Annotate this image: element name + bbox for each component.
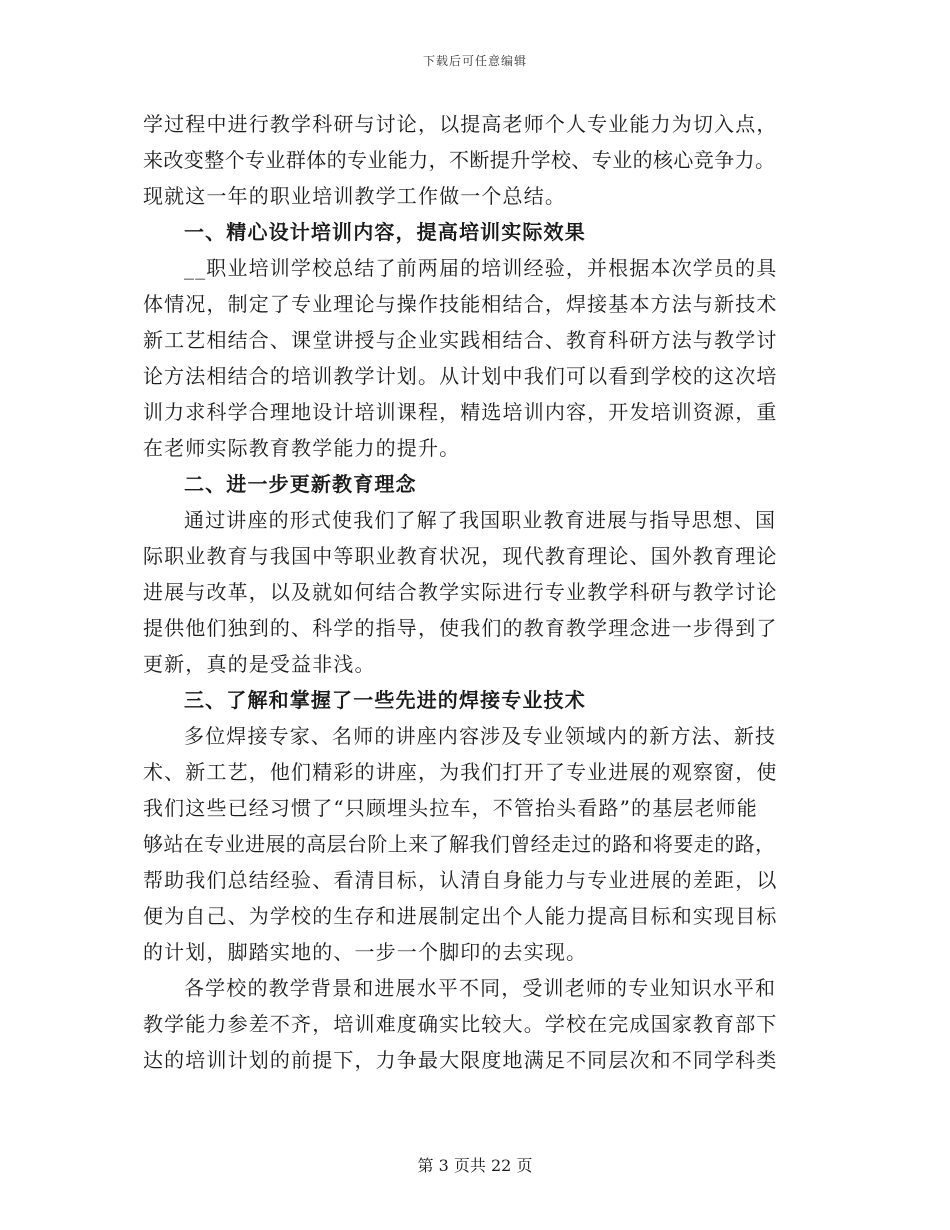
text-line: 更新，真的是受益非浅。 (143, 652, 376, 676)
page-header: 下载后可任意编辑 (422, 54, 527, 68)
text-line: 来改变整个专业群体的专业能力，不断提升学校、专业的核心竞争力。 (143, 148, 776, 172)
section-heading: 一、精心设计培训内容，提高培训实际效果 (184, 220, 586, 244)
text-line: 训力求科学合理地设计培训课程，精选培训内容，开发培训资源，重 (143, 400, 778, 424)
text-line: 现就这一年的职业培训教学工作做一个总结。 (143, 184, 566, 208)
text-line: 达的培训计划的前提下，力争最大限度地满足不同层次和不同学科类 (143, 1048, 778, 1072)
text-line: 我们这些已经习惯了“只顾埋头拉车，不管抬头看路”的基层老师能 (143, 796, 758, 820)
section-heading: 二、进一步更新教育理念 (184, 472, 417, 496)
text-line: 够站在专业进展的高层台阶上来了解我们曾经走过的路和将要走的路， (143, 832, 776, 856)
page-number-footer: 第 3 页共 22 页 (417, 1156, 533, 1175)
text-line: __职业培训学校总结了前两届的培训经验，并根据本次学员的具 (184, 256, 778, 280)
text-line: 便为自己、为学校的生存和进展制定出个人能力提高目标和实现目标 (143, 904, 778, 928)
text-line: 体情况，制定了专业理论与操作技能相结合，焊接基本方法与新技术 (143, 292, 778, 316)
text-line: 提供他们独到的、科学的指导，使我们的教育教学理念进一步得到了 (143, 616, 778, 640)
text-line: 新工艺相结合、课堂讲授与企业实践相结合、教育科研方法与教学讨 (143, 328, 778, 352)
text-line: 学过程中进行教学科研与讨论，以提高老师个人专业能力为切入点， (143, 112, 778, 136)
text-line: 进展与改革，以及就如何结合教学实际进行专业教学科研与教学讨论 (143, 580, 778, 604)
text-line: 的计划，脚踏实地的、一步一个脚印的去实现。 (143, 940, 588, 964)
text-line: 多位焊接专家、名师的讲座内容涉及专业领域内的新方法、新技 (184, 724, 777, 748)
text-line: 通过讲座的形式使我们了解了我国职业教育进展与指导思想、国 (184, 508, 777, 532)
section-heading: 三、了解和掌握了一些先进的焊接专业技术 (184, 688, 586, 712)
text-line: 在老师实际教育教学能力的提升。 (143, 436, 461, 460)
document-body (143, 106, 808, 1078)
text-line: 帮助我们总结经验、看清目标，认清自身能力与专业进展的差距，以 (143, 868, 778, 892)
text-line: 教学能力参差不齐，培训难度确实比较大。学校在完成国家教育部下 (143, 1012, 778, 1036)
text-line: 术、新工艺，他们精彩的讲座，为我们打开了专业进展的观察窗，使 (143, 760, 778, 784)
text-line: 论方法相结合的培训教学计划。从计划中我们可以看到学校的这次培 (143, 364, 778, 388)
text-line: 各学校的教学背景和进展水平不同，受训老师的专业知识水平和 (184, 976, 777, 1000)
text-line: 际职业教育与我国中等职业教育状况，现代教育理论、国外教育理论 (143, 544, 778, 568)
